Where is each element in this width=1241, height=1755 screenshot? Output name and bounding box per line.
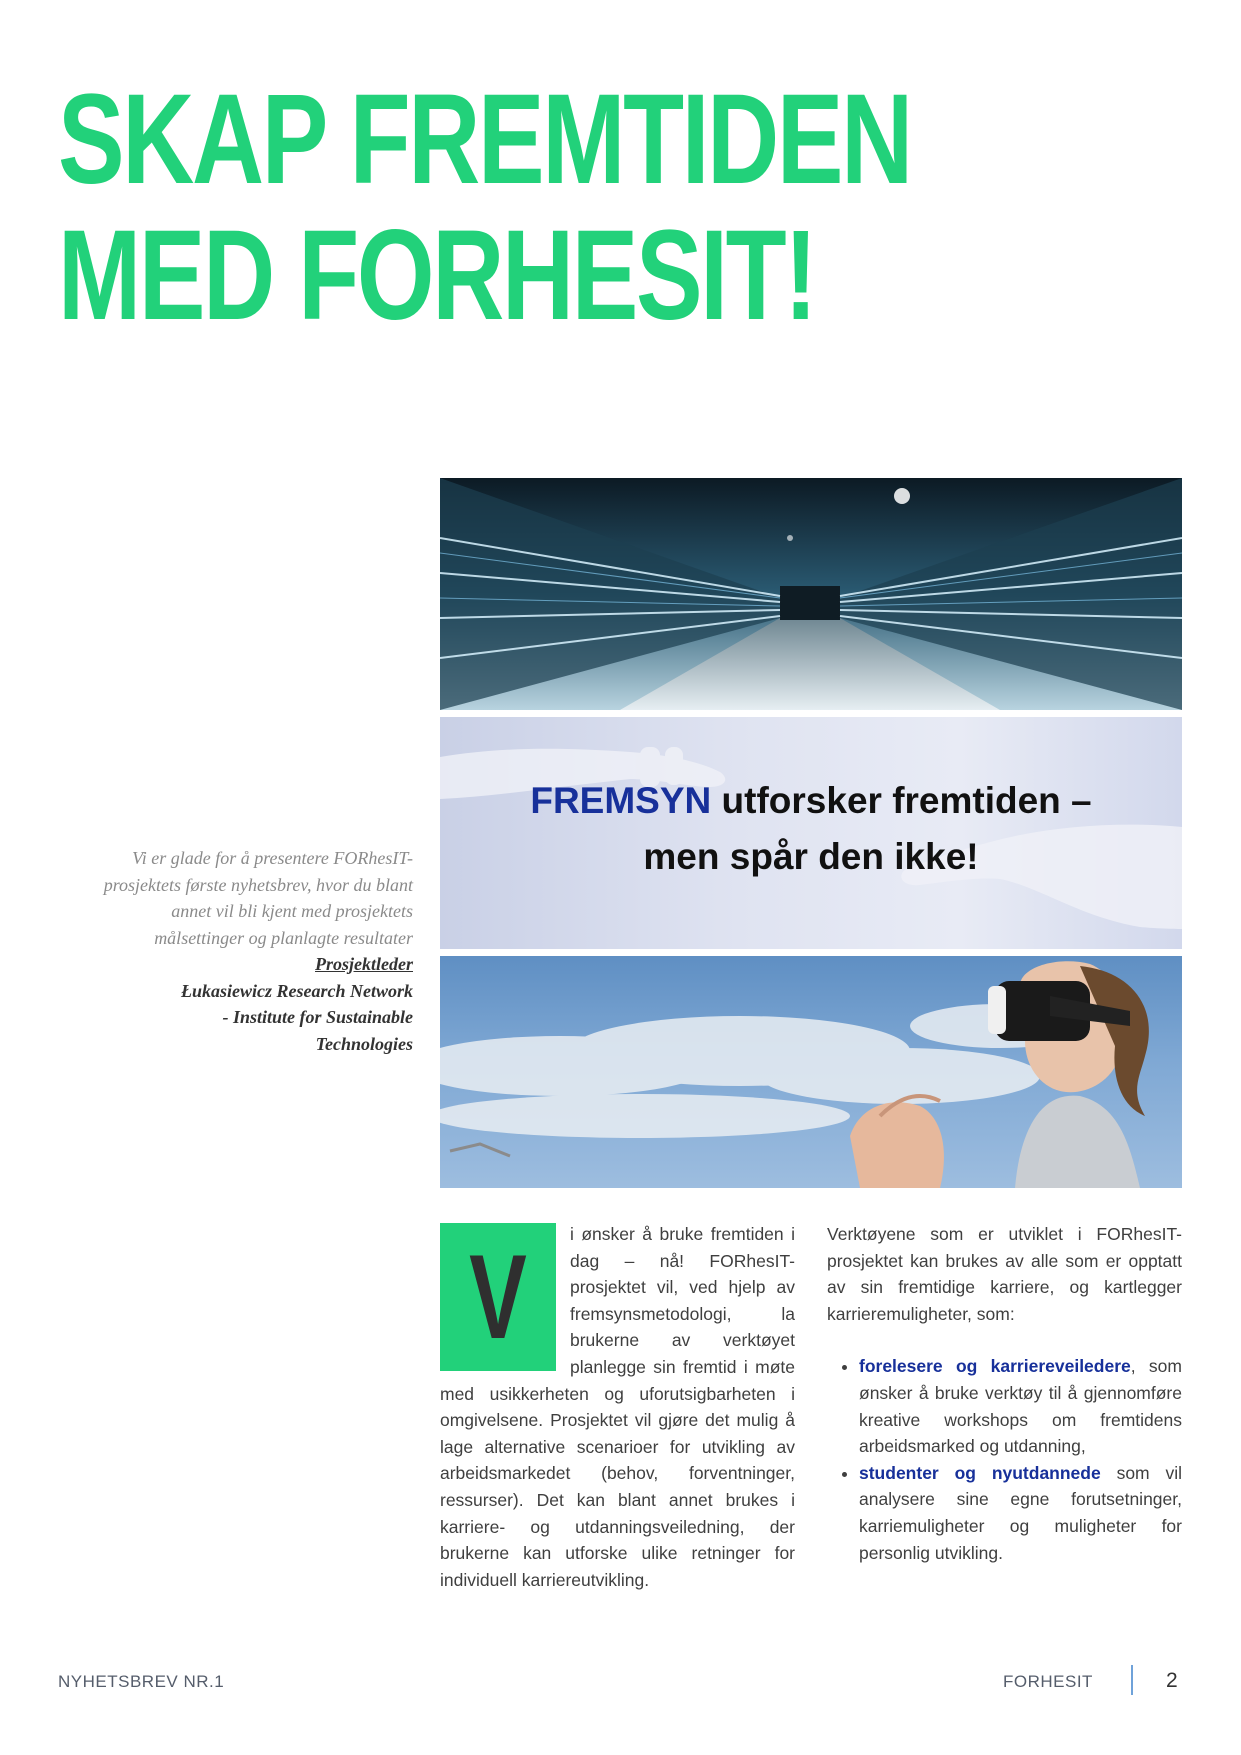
page-title xyxy=(58,68,911,347)
footer-project-label: FORHESIT xyxy=(1003,1672,1093,1691)
article-body: i ønsker å bruke fremtiden i dag – nå! FORhesIT-prosjektet vil, ved hjelp av fremsynsmetodologi, la brukerne av verktøyet planlegge sin fremtid i møte med usikkerheten og uforutsigbarheten i omgivelsene. Prosjektet vil gjøre det mulig å lage alternative scenarioer for utvikling av arbeidsmarkedet (behov, forventninger, ressurser). Det kan blant annet brukes i karriere- og utdanningsveiledning, der brukerne kan utforske ulike retninger for individuell karriereutvikling. xyxy=(440,1224,795,1590)
hands-banner xyxy=(440,717,1182,949)
banner-line-1-rest: utforsker fremtiden – xyxy=(711,780,1092,821)
title-line-2: MED FORHESIT! xyxy=(58,204,816,347)
title-line-1: SKAP FREMTIDEN xyxy=(58,68,911,211)
intro-role: Prosjektleder xyxy=(315,954,413,974)
list-item-emphasis: studenter og nyutdannede xyxy=(859,1462,1101,1483)
intro-org-line-3: Technologies xyxy=(315,1033,413,1054)
dropcap-letter: V xyxy=(469,1230,527,1364)
intro-org-line-2: - Institute for Sustainable xyxy=(222,1007,413,1027)
footer-divider xyxy=(1131,1665,1133,1695)
footer-newsletter-label: NYHETSBREV NR.1 xyxy=(58,1672,225,1691)
intro-org-line-1: Łukasiewicz Research Network xyxy=(181,980,413,1001)
list-item-text: , som ønsker å bruke verktøy til å gjennomføre kreative workshops om fremtidens arbeidsmarked og utdanning, xyxy=(859,1356,1182,1457)
column-2-intro: Verktøyene som er utviklet i FORhesIT-prosjektet kan brukes av alle som er opptatt av sin fremtidige karriere, og kartlegger karrieremuligheter, som: xyxy=(827,1224,1182,1324)
page-number: 2 xyxy=(1166,1669,1178,1692)
list-item xyxy=(859,1353,1182,1459)
intro-text: Vi er glade for å presentere FORhesIT-prosjektets første nyhetsbrev, hvor du blant annet vil bli kjent med prosjektets målsettinger og planlagte resultater xyxy=(103,848,413,948)
intro-block xyxy=(90,845,413,1057)
article-column-1 xyxy=(440,1221,795,1593)
vr-photo xyxy=(440,956,1182,1188)
article-column-2 xyxy=(827,1221,1182,1566)
target-group-list xyxy=(827,1353,1182,1566)
list-item-emphasis: forelesere og karriereveiledere xyxy=(859,1356,1131,1377)
list-item xyxy=(859,1460,1182,1566)
list-item-text: som vil analysere sine egne forutsetninger, karriemuligheter og muligheter for personlig utvikling. xyxy=(859,1462,1183,1563)
corridor-photo xyxy=(440,478,1182,710)
dropcap xyxy=(440,1223,556,1371)
banner-line-1 xyxy=(440,773,1182,829)
banner-line-2: men spår den ikke! xyxy=(643,836,979,877)
banner-heading xyxy=(440,773,1182,885)
banner-highlight: FREMSYN xyxy=(530,780,712,821)
